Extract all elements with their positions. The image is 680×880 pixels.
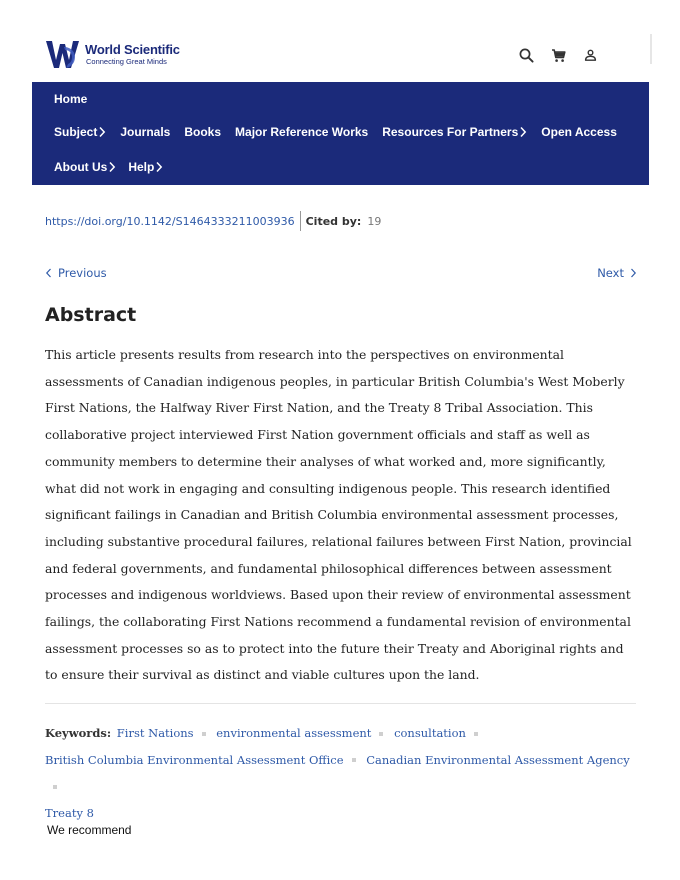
keyword-separator (352, 758, 356, 762)
chevron-left-icon (45, 268, 53, 278)
next-article-link[interactable] (597, 266, 637, 280)
chevron-right-icon (98, 126, 106, 138)
nav-major-reference-works[interactable] (235, 125, 368, 139)
nav-row-secondary (54, 157, 163, 177)
cited-by-count[interactable]: 19 (367, 214, 382, 228)
keyword-link[interactable]: environmental assessment (216, 726, 372, 740)
we-recommend-heading: We recommend (47, 823, 132, 837)
keyword-link[interactable]: consultation (394, 726, 466, 740)
nav-open-access[interactable] (541, 125, 617, 139)
world-scientific-logo[interactable] (44, 38, 184, 70)
keyword-separator (53, 785, 57, 789)
site-header (0, 0, 680, 82)
cited-by-label: Cited by: (305, 214, 362, 228)
nav-label: Subject (54, 125, 98, 139)
abstract-heading: Abstract (45, 304, 137, 326)
brand-name: World Scientific (85, 41, 180, 57)
section-divider (45, 703, 636, 704)
nav-home[interactable]: Home (54, 92, 88, 106)
keywords-label: Keywords: (45, 726, 112, 740)
keywords-list (45, 720, 637, 826)
nav-about-us[interactable] (54, 160, 116, 174)
keyword-link[interactable]: Canadian Environmental Assessment Agency (366, 752, 630, 767)
chevron-right-icon (629, 268, 637, 278)
nav-row-home (54, 89, 87, 109)
keyword-link[interactable]: British Columbia Environmental Assessment Office (45, 752, 344, 767)
keyword-link[interactable]: First Nations (116, 726, 194, 740)
nav-label: Open Access (541, 125, 617, 139)
logo-mark-icon (44, 38, 82, 70)
main-navigation (32, 82, 649, 185)
nav-label: About Us (54, 160, 108, 174)
nav-subject[interactable] (54, 125, 106, 139)
nav-label: Major Reference Works (235, 125, 369, 139)
keyword-separator (379, 732, 383, 736)
header-edge-divider (650, 34, 652, 64)
nav-label: Resources For Partners (382, 125, 519, 139)
abstract-text: This article presents results from research into the perspectives on environmental assessments of Canadian indigenous peoples, in particular British Columbia's West Moberly First Nations, the Halfway River First Nation, and the Treaty 8 Tribal Association. This collaborative project interviewed First Nation government officials and staff as well as community members to determine their analyses of what worked and, more significantly, what did not work in engaging and consulting indigenous people. This research identified significant failings in Canadian and British Columbia environmental assessment processes, including substantive procedural failures, relational failures between First Nation, provincial and federal governments, and fundamental philosophical differences between assessment processes and indigenous worldviews. Based upon their review of environmental assessment failings, the collaborating First Nations recommend a fundamental revision of environmental assessment processes so as to protect into the future their Treaty and Aboriginal rights and to ensure their survival as distinct and viable cultures upon the land. (45, 347, 632, 683)
keyword-separator (474, 732, 478, 736)
nav-label: Help (128, 160, 155, 174)
nav-help[interactable] (128, 160, 163, 174)
doi-link[interactable]: https://doi.org/10.1142/S1464333211003936 (45, 214, 295, 228)
account-icon[interactable] (581, 46, 599, 64)
nav-row-primary (54, 122, 617, 142)
nav-journals[interactable] (120, 125, 170, 139)
chevron-right-icon (108, 161, 116, 173)
keyword-separator (202, 732, 206, 736)
brand-tagline: Connecting Great Minds (86, 56, 167, 66)
chevron-right-icon (155, 161, 163, 173)
keyword-link[interactable]: Treaty 8 (45, 805, 94, 820)
chevron-right-icon (519, 126, 527, 138)
meta-separator (300, 211, 301, 231)
article-meta-row (45, 211, 381, 231)
nav-label: Journals (120, 125, 171, 139)
search-icon[interactable] (517, 46, 535, 64)
nav-books[interactable] (184, 125, 221, 139)
previous-label: Previous (58, 266, 107, 280)
next-label: Next (597, 266, 624, 280)
nav-label: Books (184, 125, 222, 139)
header-icons (517, 46, 613, 64)
nav-resources-for-partners[interactable] (382, 125, 527, 139)
previous-article-link[interactable] (45, 266, 107, 280)
cart-icon[interactable] (549, 46, 567, 64)
